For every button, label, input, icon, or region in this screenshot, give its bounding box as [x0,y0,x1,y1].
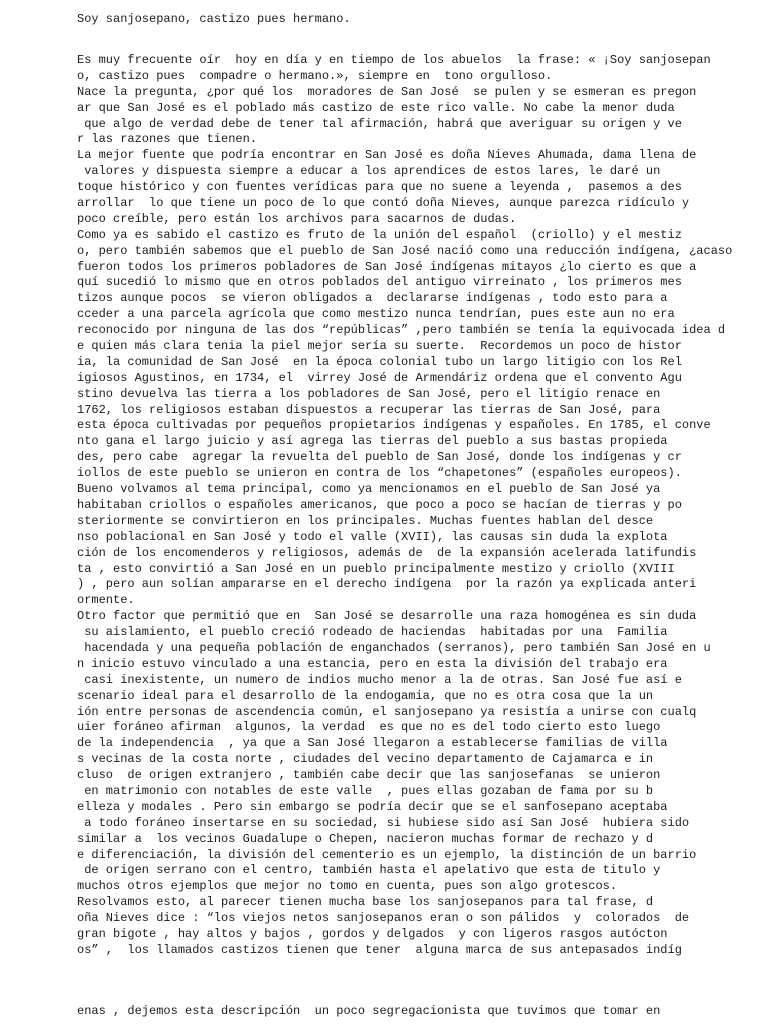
text-line: Es muy frecuente oír hoy en día y en tiempo de los abuelos la frase: « ¡Soy sanjosepan [77,53,711,67]
text-line: a todo foráneo insertarse en su sociedad, si hubiese sido así San José hubiera sido [77,815,690,830]
text-line: ar que San José es el poblado más castizo de este rico valle. No cabe la menor duda [77,100,675,115]
text-line: os” , los llamados castizos tienen que tener alguna marca de sus antepasados indíg [77,942,682,957]
text-line: esta época cultivadas por pequeños propietarios indígenas y españoles. En 1785, el conve [77,418,711,433]
text-line: r las razones que tienen. [77,132,258,147]
text-line: ormente. [77,593,135,608]
text-line: ) , pero aun solían ampararse en el derecho indígena por la razón ya explicada anteri [77,577,697,592]
document-body [77,53,767,959]
text-line: ción de los encomenderos y religiosos, además de de la expansión acelerada latifundis [77,545,697,560]
text-line: poco creíble, pero están los archivos para sacarnos de dudas. [77,211,517,226]
text-line: hacendada y una pequeña población de enganchados (serranos), pero también San José en u [77,640,711,655]
document-continuation-line: enas , dejemos esta descripción un poco segregacionista que tuvimos que tomar en [77,1004,661,1018]
text-line: su aislamiento, el pueblo creció rodeado de haciendas habitadas por una Familia [77,625,668,640]
text-line: Como ya es sabido el castizo es fruto de la unión del español (criollo) y el mestiz [77,227,682,242]
text-line: Nace la pregunta, ¿por qué los moradores de San José se pulen y se esmeran es pregon [77,84,697,99]
text-line: que algo de verdad debe de tener tal afirmación, habrá que averiguar su origen y ve [77,116,682,131]
text-line: habitaban criollos o españoles americanos, que poco a poco se hacían de tierras y po [77,497,682,512]
text-line: 1762, los religiosos estaban dispuestos a recuperar las tierras de San José, para [77,402,661,417]
text-line: La mejor fuente que podría encontrar en San José es doña Nieves Ahumada, dama llena de [77,148,697,163]
text-line: elleza y modales . Pero sin embargo se podría decir que se el sanfosepano aceptaba [77,799,668,814]
text-line: de la independencia , ya que a San José llegaron a establecerse familias de villa [77,736,668,751]
text-line: fueron todos los primeros pobladores de San José indígenas mitayos ¿lo cierto es que a [77,259,697,274]
document-title: Soy sanjosepano, castizo pues hermano. [77,12,351,26]
text-line: reconocido por ninguna de las dos “repúblicas” ,pero también se tenía la equivocada idea d [77,323,726,338]
text-line: similar a los vecinos Guadalupe o Chepen, nacieron muchas formar de rechazo y d [77,831,654,846]
text-line: tizos aunque pocos se vieron obligados a declararse indígenas , todo esto para a [77,291,668,306]
text-line: ia, la comunidad de San José en la época colonial tubo un largo litigio con los Rel [77,354,682,369]
text-line: s vecinas de la costa norte , ciudades del vecino departamento de Cajamarca e in [77,752,654,767]
text-line: steriormente se convirtieron en los principales. Muchas fuentes hablan del desce [77,513,654,528]
text-line: gran bigote , hay altos y bajos , gordos y delgados y con ligeros rasgos autócton [77,926,668,941]
text-line: casi inexistente, un numero de indios mucho menor a la de otras. San José fue así e [77,672,682,687]
text-line: uier foráneo afirman algunos, la verdad es que no es del todo cierto esto luego [77,720,661,735]
text-line: de origen serrano con el centro, también hasta el apelativo que esta de titulo y [77,863,661,878]
text-line: e quien más clara tenia la piel mejor sería su suerte. Recordemos un poco de histor [77,339,682,354]
text-line: ta , esto convirtió a San José en un pueblo principalmente mestizo y criollo (XVIII [77,561,675,576]
text-line: Otro factor que permitió que en San José se desarrolle una raza homogénea es sin duda [77,609,697,624]
text-line: muchos otros ejemplos que mejor no tomo en cuenta, pues son algo grotescos. [77,879,618,894]
text-line: nso poblacional en San José y todo el valle (XVII), las causas sin duda la explota [77,529,668,544]
text-line: en matrimonio con notables de este valle , pues ellas gozaban de fama por su b [77,783,654,798]
text-line: stino devuelva las tierra a los pobladores de San José, pero el litigio renace en [77,386,661,401]
text-line: iollos de este pueblo se unieron en contra de los “chapetones” (españoles europeos). [77,466,682,481]
text-line: des, pero cabe agregar la revuelta del pueblo de San José, donde los indígenas y cr [77,450,682,465]
text-line: n inicio estuvo vinculado a una estancia, pero en esta la división del trabajo era [77,656,668,671]
text-line: scenario ideal para el desarrollo de la endogamia, que no es otra cosa que la un [77,688,654,703]
text-line: Bueno volvamos al tema principal, como ya mencionamos en el pueblo de San José ya [77,482,661,497]
text-line: cluso de origen extranjero , también cabe decir que las sanjosefanas se unieron [77,768,661,783]
text-line: valores y dispuesta siempre a educar a los aprendices de estos lares, le daré un [77,164,661,179]
text-line: o, castizo pues compadre o hermano.», siempre en tono orgulloso. [77,68,553,83]
text-line: cceder a una parcela agrícola que como mestizo nunca tendrían, pues este aun no era [77,307,675,322]
text-line: nto gana el largo juicio y así agrega las tierras del pueblo a sus bastas propieda [77,434,668,449]
text-line: quí sucedió lo mismo que en otros poblados del antiguo virreinato , los primeros mes [77,275,682,290]
text-line: oña Nieves dice : “los viejos netos sanjosepanos eran o son pálidos y colorados de [77,911,690,926]
text-line: e diferenciación, la división del cementerio es un ejemplo, la distinción de un barrio [77,847,697,862]
text-line: o, pero también sabemos que el pueblo de San José nació como una reducción indígena, ¿acaso [77,243,733,258]
text-line: toque histórico y con fuentes verídicas para que no suene a leyenda , pasemos a des [77,180,682,195]
text-line: Resolvamos esto, al parecer tienen mucha base los sanjosepanos para tal frase, d [77,895,654,910]
text-line: igiosos Agustinos, en 1734, el virrey José de Armendáriz ordena que el convento Agu [77,370,682,385]
text-line: ión entre personas de ascendencia común, el sanjosepano ya resistía a unirse con cualq [77,704,697,719]
text-line: arrollar lo que tiene un poco de lo que contó doña Nieves, aunque parezca ridículo y [77,196,690,211]
